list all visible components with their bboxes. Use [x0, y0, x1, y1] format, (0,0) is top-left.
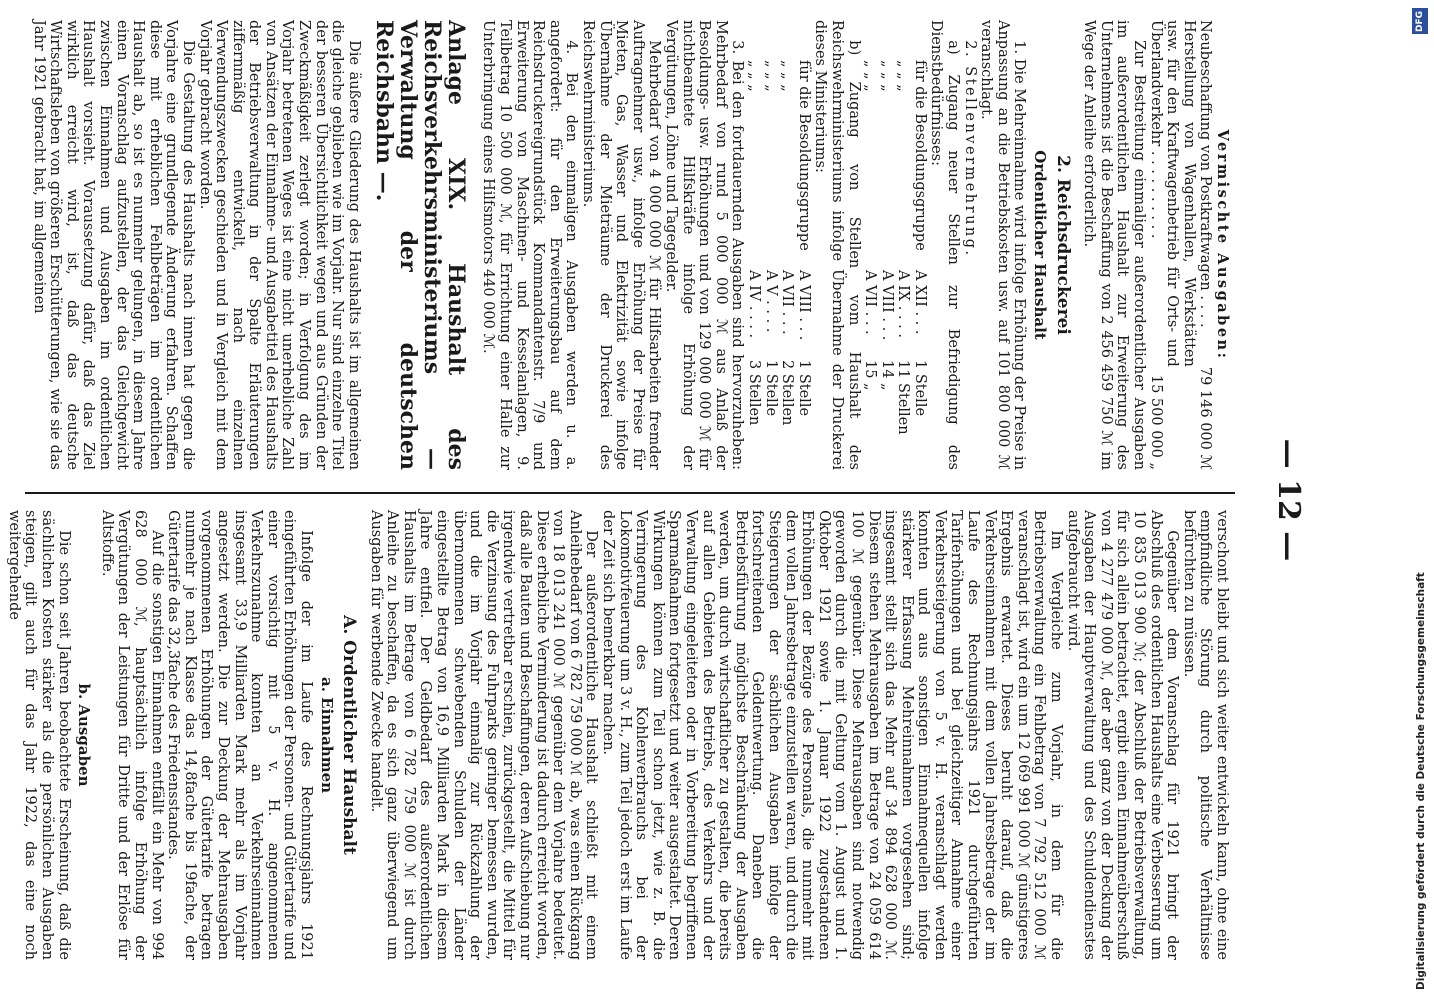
stelle-row: „ „ „ A VIII . . . 14 „: [878, 60, 895, 391]
paragraph: Auf die sonstigen Einnahmen entfällt ein Mehr von 994 628 000 ℳ, hauptsächlich infolge Erhöhung der Vergütungen der Leistungen für Dritte und der Erlöse für Altstoffe.: [98, 510, 165, 960]
paragraph: Mehrbedarf von 4 000 000 ℳ für Hilfsarbeiten fremder Auftragnehmer usw., infolge Erhöhung der Preise für Mieten, Gas, Wasser und Elektrizität sowie infolge Übernahme der Mieträume der Druckerei des Reichswehrministeriums.: [580, 20, 663, 470]
paragraph: b) Zugang von Stellen vom Haushalt des Reichswehrministeriums infolge Übernahme der Druckerei dieses Ministeriums:: [812, 20, 862, 470]
paragraph: Die schon seit Jahren beobachtete Erscheinung, daß die sächlichen Kosten stärker als die persönlichen Ausgaben steigen, gilt auch für das Jahr 1922, das eine noch weitergehende: [5, 510, 72, 960]
paragraph: 1. Die Mehreinnahme wird infolge Erhöhung der Preise in Anpassung an die Betriebskosten usw. auf 101 800 000 ℳ veranschlagt.: [978, 20, 1028, 470]
dfg-logo-icon: DFG: [1412, 8, 1428, 34]
paragraph: Die äußere Gliederung des Haushalts ist im allgemeinen die gleiche geblieben wie im Vorjahr. Nur sind einzelne Titel der besseren Übersichtlichkeit wegen und aus Gründen der Zweckmäßigkeit zerlegt worden; in Verfolgung des im Vorjahr betretenen Weges ist eine nicht unerhebliche Zahl von Ansätzen der Einnahme- und Ausgabetitel des Haushalts der Betriebsverwaltung in der Spalte Erläuterungen ziffernmäßig entwickelt, nach einzelnen Verwendungszwecken geschieden und in Vergleich mit dem Vorjahr gebracht worden.: [196, 20, 362, 470]
paragraph: a) Zugang neuer Stellen zur Befriedigung des Dienstbedürfnisses:: [928, 20, 962, 470]
section-subtitle: Ordentlicher Haushalt: [1031, 150, 1050, 340]
paragraph: verschont bleibt und sich weiter entwickeln kann, ohne eine empfindliche Störung durch politische Verhältnisse befürchten zu müssen.: [1180, 510, 1230, 960]
stelle-row: „ „ „ A IV . . . . 3 Stellen: [745, 60, 762, 426]
bestreitung-paragraph: Zur Bestreitung einmaliger außerordentlicher Ausgaben im außerordentlichen Haushalt zur Erweiterung des Unternehmens ist die Beschaffung von 2 456 459 750 ℳ im Wege der Anleihe erforderlich.: [1081, 20, 1148, 470]
verm-item: Herstellung von Wagenhallen, Werkstätten usw. für den Kraftwagenbetrieb für Orts- und Überlandverkehr . . . . . . . . . . 15 500 000 „: [1147, 20, 1197, 470]
stelle-row: „ „ „ A V . . . . 1 Stelle: [762, 60, 779, 417]
stelle-row: „ „ „ A IX . . . . 11 Stellen: [895, 60, 912, 435]
paragraph: Die Gestaltung des Haushalts nach innen hat gegen die Vorjahre eine grundlegende Änderung erfahren. Schaffen diese mit erheblichen Fehlbeträgen im ordentlichen Haushalt ab, so ist es nunmehr gelungen, in diesem Jahre einen Voranschlag aufzustellen, der das Gleichgewicht zwischen Einnahmen und Ausgaben im ordentlichen Haushalt vorsieht. Voraussetzung dafür, daß das Ziel wirklich erreicht wird, ist, daß das deutsche Wirtschaftsleben von größeren Erschütterungen, wie sie das Jahr 1921 gebracht hat, im allgemeinen: [30, 20, 196, 470]
stelle-row: für die Besoldungsgruppe A XII . . . 1 Stelle: [911, 60, 928, 417]
page-number: — 12 —: [1271, 438, 1306, 562]
section-subtitle: a. Einnahmen: [317, 676, 336, 794]
paragraph: 3. Bei den fortdauernden Ausgaben sind hervorzuheben: Mehrbedarf von rund 5 000 000 ℳ aus Anlaß der Besoldungs- usw. Erhöhungen und von 129 000 000 ℳ für nichtbeamtete Hilfskräfte infolge Erhöhung der Vergütungen, Löhne und Tagegelder.: [663, 20, 746, 470]
left-column: [30, 20, 1230, 470]
paragraph: 4. Bei den einmaligen Ausgaben werden u. a. angefordert: für den Erweiterungsbau auf dem Reichsdruckereigrundstück Kommandantenstr. 7/9 und Erweiterung von Maschinen- und Kesselanlagen, 9. Teilbetrag 10 500 000 ℳ, für Errichtung einer Halle zur Unterbringung eines Hilfsmotors 440 000 ℳ.: [480, 20, 580, 470]
paragraph: Gegenüber dem Voranschlag für 1921 bringt der Abschluß des ordentlichen Haushalts eine Verbesserung um 10 835 013 900 ℳ; der Abschluß der Betriebsverwaltung, für sich allein betrachtet, ergibt einen Einnahmeüberschuß von 4 277 479 000 ℳ, der aber ganz von der Deckung der Ausgaben der Hauptverwaltung und des Schuldendienstes aufgebraucht wird.: [1064, 510, 1181, 960]
anlage-heading: Anlage XIX. Haushalt des Reichsverkehrsministeriums — Verwaltung der deutschen Reichsbahn —.: [370, 20, 469, 470]
stelle-row: „ „ „ A VII . . . 15 „: [862, 60, 879, 391]
right-column: [5, 510, 1230, 960]
section-title: A. Ordentlicher Haushalt: [339, 615, 360, 855]
paragraph: Der außerordentliche Haushalt schließt mit einem Anleihebedarf von 6 782 759 000 ℳ ab, was einen Rückgang von 18 013 241 000 ℳ gegenüber dem Vorjahre bedeutet. Diese erhebliche Verminderung ist dadurch erreicht worden, daß alle Bauten und Beschaffungen, deren Aufschiebung nur irgendwie vertretbar erschien, zurückgestellt, die Mittel für die Verzinsung des Fuhrparks geringer bemessen wurden, und die im Vorjahr einmalig zur Rückzahlung der übernommenen schwebenden Schulden der Länder eingestellte Betrag von 16,9 Milliarden Mark in diesem Jahre entfiel. Der Geldbedarf des außerordentlichen Haushalts im Betrage von 6 782 759 000 ℳ ist durch Anleihe zu beschaffen, da es sich ganz überwiegend um Ausgaben für werbende Zwecke handelt.: [367, 510, 600, 960]
verm-item: Neubeschaffung von Postkraftwagen . . . . 79 146 000 ℳ: [1197, 20, 1214, 470]
paragraph: Infolge der im Laufe des Rechnungsjahrs 1921 eingeführten Erhöhungen der Personen- und Gütertarife und einer vorsichtig mit 5 v. H. angenommenen Verkehrszunahme konnten an Verkehrseinnahmen insgesamt 33,9 Milliarden Mark mehr als im Vorjahr angesetzt werden. Die zur Deckung der Mehrausgaben vorgenommenen Erhöhungen der Gütertarife betragen nunmehr je nach Klasse das 14,8fache bis 19fache, der Gütertarife das 32,3fache des Friedensstandes.: [165, 510, 314, 960]
paragraph: Im Vergleiche zum Vorjahr, in dem für die Betriebsverwaltung ein Fehlbetrag von 7 792 512 000 ℳ veranschlagt ist, wird ein um 12 069 991 000 ℳ günstigeres Ergebnis erwartet. Dieses beruht darauf, daß die Verkehrseinnahmen mit dem vollen Jahresbetrage der im Laufe des Rechnungsjahrs 1921 durchgeführten Tariferhöhungen und bei gleichzeitiger Annahme einer Verkehrssteigerung von 5 v. H. veranschlagt werden konnten und aus sonstigen Einnahmequellen infolge stärkerer Erfassung Mehreinnahmen vorgesehen sind; insgesamt stellt sich das Mehr auf 34 894 628 000 ℳ. Diesem stehen Mehrausgaben im Betrage von 24 059 614 100 ℳ gegenüber. Diese Mehrausgaben sind notwendig geworden durch die mit Geltung vom 1. August und 1. Oktober 1921 sowie 1. Januar 1922 zugestandenen Erhöhungen der Bezüge des Personals, die nunmehr mit dem vollen Jahresbetrage einzustellen waren, und durch die Steigerungen der sächlichen Ausgaben infolge der fortschreitenden Geldentwertung. Daneben die Betriebsführung möglichste Beschränkung der Ausgaben werden, um durch wirtschaftlicher zu gestalten, die bereits auf allen Gebieten des Betriebs, des Verkehrs und der Verwaltung eingeleiteten oder in Vorbereitung begriffenen Sparmaßnahmen fortgesetzt und weiter ausgestaltet. Deren Wirkungen können zum Teil schon jetzt, wie z. B. die Verringerung des Kohlenverbrauchs bei der Lokomotivfeuerung um 3 v. H., zum Teil jedoch erst im Laufe der Zeit sich bemerkbar machen.: [600, 510, 1065, 960]
digitization-credit: Digitalisierung gefördert durch die Deutsche Forschungsgemeinschaft: [1415, 572, 1427, 990]
column-divider: [25, 492, 1235, 494]
stelle-row: für die Besoldungsgruppe A VIII . . . 1 Stelle: [795, 60, 812, 417]
document-page: [5, 0, 1320, 1000]
paragraph: 2. Stellenvermehrung.: [961, 40, 978, 258]
verm-heading: Vermischte Ausgaben:: [1214, 129, 1231, 361]
section-title: 2. Reichsdruckerei: [1052, 155, 1073, 335]
stelle-row: „ „ „ A VII . . . 2 Stellen: [779, 60, 796, 426]
section-subtitle: b. Ausgaben: [75, 683, 94, 787]
